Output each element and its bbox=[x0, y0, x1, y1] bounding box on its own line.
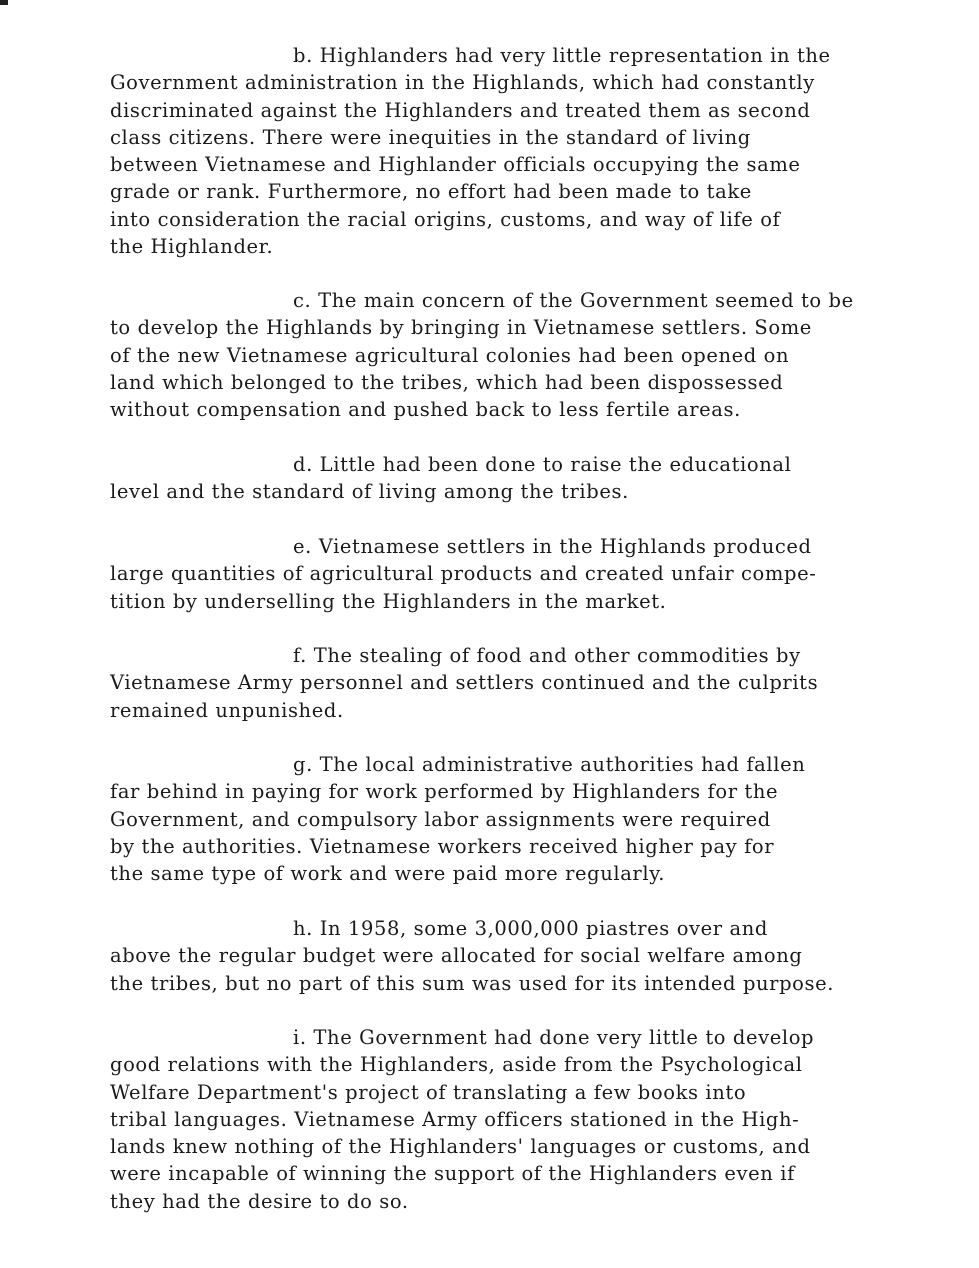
paragraph-line: Vietnamese Army personnel and settlers continued and the culprits bbox=[110, 671, 819, 695]
paragraph-line: the same type of work and were paid more regularly. bbox=[110, 862, 666, 886]
paragraph-line: the tribes, but no part of this sum was used for its intended purpose. bbox=[110, 971, 835, 995]
paragraph-line: g. The local administrative authorities had fallen bbox=[293, 753, 806, 776]
paragraph-line: land which belonged to the tribes, which had been dispossessed bbox=[110, 370, 784, 394]
paragraph-line: by the authorities. Vietnamese workers received higher pay for bbox=[110, 834, 775, 858]
paragraph-line: far behind in paying for work performed by Highlanders for the bbox=[110, 780, 779, 804]
paragraph-line: Welfare Department's project of translating a few books into bbox=[110, 1080, 747, 1104]
paragraph-line: they had the desire to do so. bbox=[110, 1189, 409, 1213]
paragraph-b bbox=[110, 42, 970, 260]
paragraph-line: large quantities of agricultural products and created unfair compe- bbox=[110, 562, 817, 586]
scan-artifact-mark bbox=[0, 0, 8, 5]
paragraph-line: of the new Vietnamese agricultural colonies had been opened on bbox=[110, 343, 790, 367]
paragraph-line: level and the standard of living among the tribes. bbox=[110, 480, 629, 504]
paragraph-line: h. In 1958, some 3,000,000 piastres over and bbox=[293, 917, 768, 940]
paragraph-line: discriminated against the Highlanders and treated them as second bbox=[110, 98, 811, 122]
paragraph-line: e. Vietnamese settlers in the Highlands produced bbox=[293, 535, 812, 558]
paragraph-line: into consideration the racial origins, customs, and way of life of bbox=[110, 207, 781, 231]
paragraph-line: between Vietnamese and Highlander officials occupying the same bbox=[110, 153, 801, 177]
paragraph-line: lands knew nothing of the Highlanders' languages or customs, and bbox=[110, 1135, 811, 1159]
paragraph-line: good relations with the Highlanders, aside from the Psychological bbox=[110, 1053, 803, 1077]
paragraph-line: were incapable of winning the support of the Highlanders even if bbox=[110, 1162, 795, 1186]
paragraph-line: without compensation and pushed back to less fertile areas. bbox=[110, 398, 741, 422]
paragraph-line: tition by underselling the Highlanders in the market. bbox=[110, 589, 667, 613]
paragraph-d bbox=[110, 451, 970, 506]
paragraph-line: b. Highlanders had very little representation in the bbox=[293, 44, 831, 67]
paragraph-line: tribal languages. Vietnamese Army officers stationed in the High- bbox=[110, 1107, 800, 1131]
paragraph-h bbox=[110, 915, 970, 997]
paragraph-line: f. The stealing of food and other commodities by bbox=[293, 644, 801, 667]
paragraph-e bbox=[110, 533, 970, 615]
paragraph-line: class citizens. There were inequities in the standard of living bbox=[110, 125, 751, 149]
paragraph-line: above the regular budget were allocated for social welfare among bbox=[110, 944, 803, 968]
paragraph-line: d. Little had been done to raise the educational bbox=[293, 453, 792, 476]
paragraph-line: c. The main concern of the Government seemed to be bbox=[293, 289, 854, 312]
paragraph-line: remained unpunished. bbox=[110, 698, 344, 722]
paragraph-f bbox=[110, 642, 970, 724]
paragraph-line: grade or rank. Furthermore, no effort had been made to take bbox=[110, 180, 752, 204]
paragraph-line: i. The Government had done very little to develop bbox=[293, 1026, 815, 1049]
paragraph-c bbox=[110, 287, 970, 423]
paragraph-i bbox=[110, 1024, 970, 1215]
paragraph-line: Government, and compulsory labor assignments were required bbox=[110, 807, 771, 831]
paragraph-line: the Highlander. bbox=[110, 235, 274, 259]
paragraph-g bbox=[110, 751, 970, 887]
paragraph-line: Government administration in the Highlands, which had constantly bbox=[110, 71, 815, 95]
paragraph-line: to develop the Highlands by bringing in Vietnamese settlers. Some bbox=[110, 316, 812, 340]
